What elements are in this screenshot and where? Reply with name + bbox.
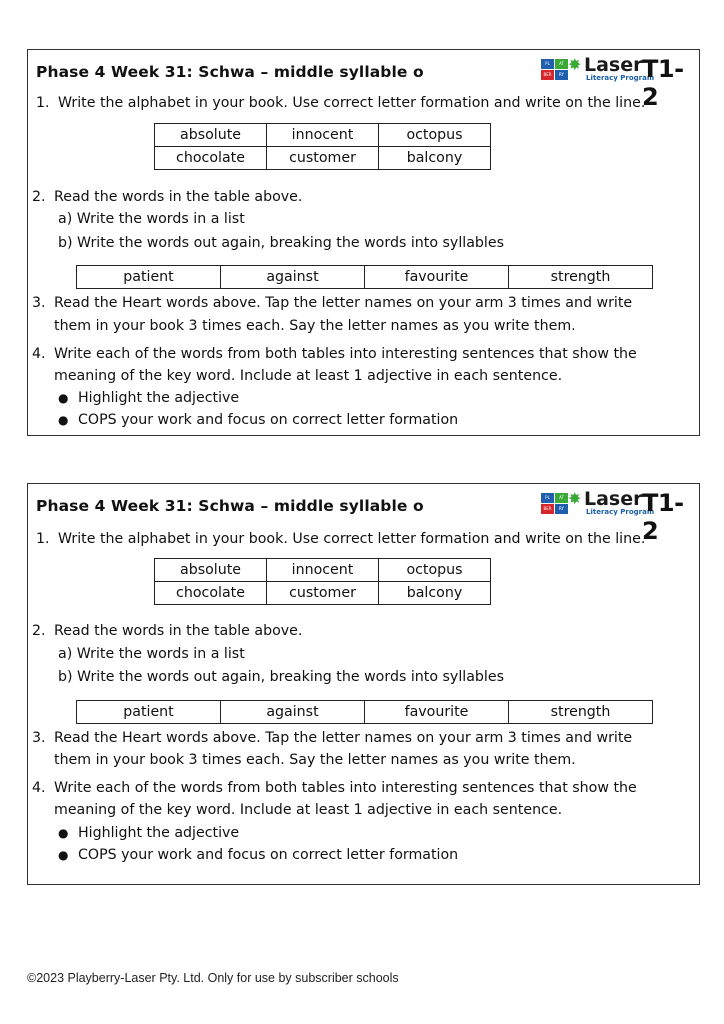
bullet-text: Highlight the adjective [78,825,240,841]
playberry-squares-icon [541,59,569,81]
instruction-number: 4. [32,346,46,362]
instruction-1 [36,94,645,112]
logo-level: T1-2 [642,55,684,111]
table-cell: favourite [365,701,509,724]
instruction-2a: a) Write the words in a list [58,646,245,662]
bullet-item [58,824,239,842]
logo-square-label: BER [541,504,554,514]
instruction-text: Read the Heart words above. Tap the letter names on your arm 3 times and write [54,730,633,746]
copyright-footer: ©2023 Playberry-Laser Pty. Ltd. Only for use by subscriber schools [27,971,399,985]
instruction-2a: a) Write the words in a list [58,211,245,227]
instruction-3-line-2: them in your book 3 times each. Say the letter names as you write them. [54,318,576,334]
word-table [154,123,491,170]
instruction-number: 1. [36,531,50,547]
instruction-number: 1. [36,95,50,111]
bullet-item [58,389,239,407]
playberry-squares-icon [541,493,569,515]
table-cell: chocolate [155,147,267,170]
word-table [154,558,491,605]
table-cell: against [221,266,365,289]
instruction-number: 3. [32,730,46,746]
worksheet-card-2 [27,483,700,885]
table-cell: absolute [155,124,267,147]
logo-square-label: PL [541,493,554,503]
table-cell: strength [509,701,653,724]
instruction-text: Write the alphabet in your book. Use correct letter formation and write on the line. [58,531,646,547]
table-row [155,147,491,170]
instruction-4 [32,779,637,797]
instruction-2 [32,188,302,206]
bullet-icon: ● [58,826,69,840]
instruction-3 [32,294,632,312]
bullet-icon: ● [58,848,69,862]
table-cell: against [221,701,365,724]
laser-logo [541,54,691,111]
instruction-number: 4. [32,780,46,796]
instruction-number: 2. [32,189,46,205]
logo-square-label: BER [541,70,554,80]
instruction-3 [32,729,632,747]
instruction-2b: b) Write the words out again, breaking the words into syllables [58,235,504,251]
table-row [155,582,491,605]
logo-square-label: RY [555,504,568,514]
table-cell: patient [77,266,221,289]
instruction-text: Write each of the words from both tables into interesting sentences that show the [54,780,637,796]
table-row [77,266,653,289]
table-cell: absolute [155,559,267,582]
instruction-text: Read the words in the table above. [54,189,303,205]
bullet-icon: ● [58,413,69,427]
instruction-3-line-2: them in your book 3 times each. Say the letter names as you write them. [54,752,576,768]
logo-subtitle: Literacy Program [586,74,655,82]
instruction-4-line-2: meaning of the key word. Include at least 1 adjective in each sentence. [54,368,563,384]
bullet-text: COPS your work and focus on correct letter formation [78,412,459,428]
instruction-text: Write each of the words from both tables into interesting sentences that show the [54,346,637,362]
logo-square-label: RY [555,70,568,80]
table-row [155,559,491,582]
table-cell: balcony [379,582,491,605]
heart-words-table [76,700,653,724]
bullet-item [58,411,458,429]
instruction-number: 3. [32,295,46,311]
logo-square-label: AT [555,59,568,69]
table-cell: octopus [379,559,491,582]
laser-logo [541,488,691,545]
table-cell: customer [267,147,379,170]
table-cell: customer [267,582,379,605]
table-cell: innocent [267,559,379,582]
logo-square-label: AT [555,493,568,503]
bullet-text: COPS your work and focus on correct letter formation [78,847,459,863]
card-title: Phase 4 Week 31: Schwa – middle syllable o [36,497,424,515]
star-icon: ✸ [568,55,582,74]
bullet-icon: ● [58,391,69,405]
logo-level: T1-2 [642,489,684,545]
logo-brand: Laser [584,54,643,76]
table-cell: patient [77,701,221,724]
star-icon: ✸ [568,489,582,508]
table-cell: strength [509,266,653,289]
instruction-1 [36,530,645,548]
logo-square-label: PL [541,59,554,69]
heart-words-table [76,265,653,289]
instruction-2 [32,622,302,640]
bullet-item [58,846,458,864]
instruction-number: 2. [32,623,46,639]
table-cell: balcony [379,147,491,170]
instruction-4 [32,345,637,363]
worksheet-card-1 [27,49,700,436]
instruction-text: Read the Heart words above. Tap the letter names on your arm 3 times and write [54,295,633,311]
instruction-4-line-2: meaning of the key word. Include at least 1 adjective in each sentence. [54,802,563,818]
table-cell: octopus [379,124,491,147]
logo-subtitle: Literacy Program [586,508,655,516]
table-row [77,701,653,724]
table-cell: favourite [365,266,509,289]
instruction-text: Write the alphabet in your book. Use correct letter formation and write on the line. [58,95,646,111]
instruction-text: Read the words in the table above. [54,623,303,639]
bullet-text: Highlight the adjective [78,390,240,406]
logo-brand: Laser [584,488,643,510]
card-title: Phase 4 Week 31: Schwa – middle syllable o [36,63,424,81]
table-row [155,124,491,147]
instruction-2b: b) Write the words out again, breaking the words into syllables [58,669,504,685]
table-cell: innocent [267,124,379,147]
table-cell: chocolate [155,582,267,605]
